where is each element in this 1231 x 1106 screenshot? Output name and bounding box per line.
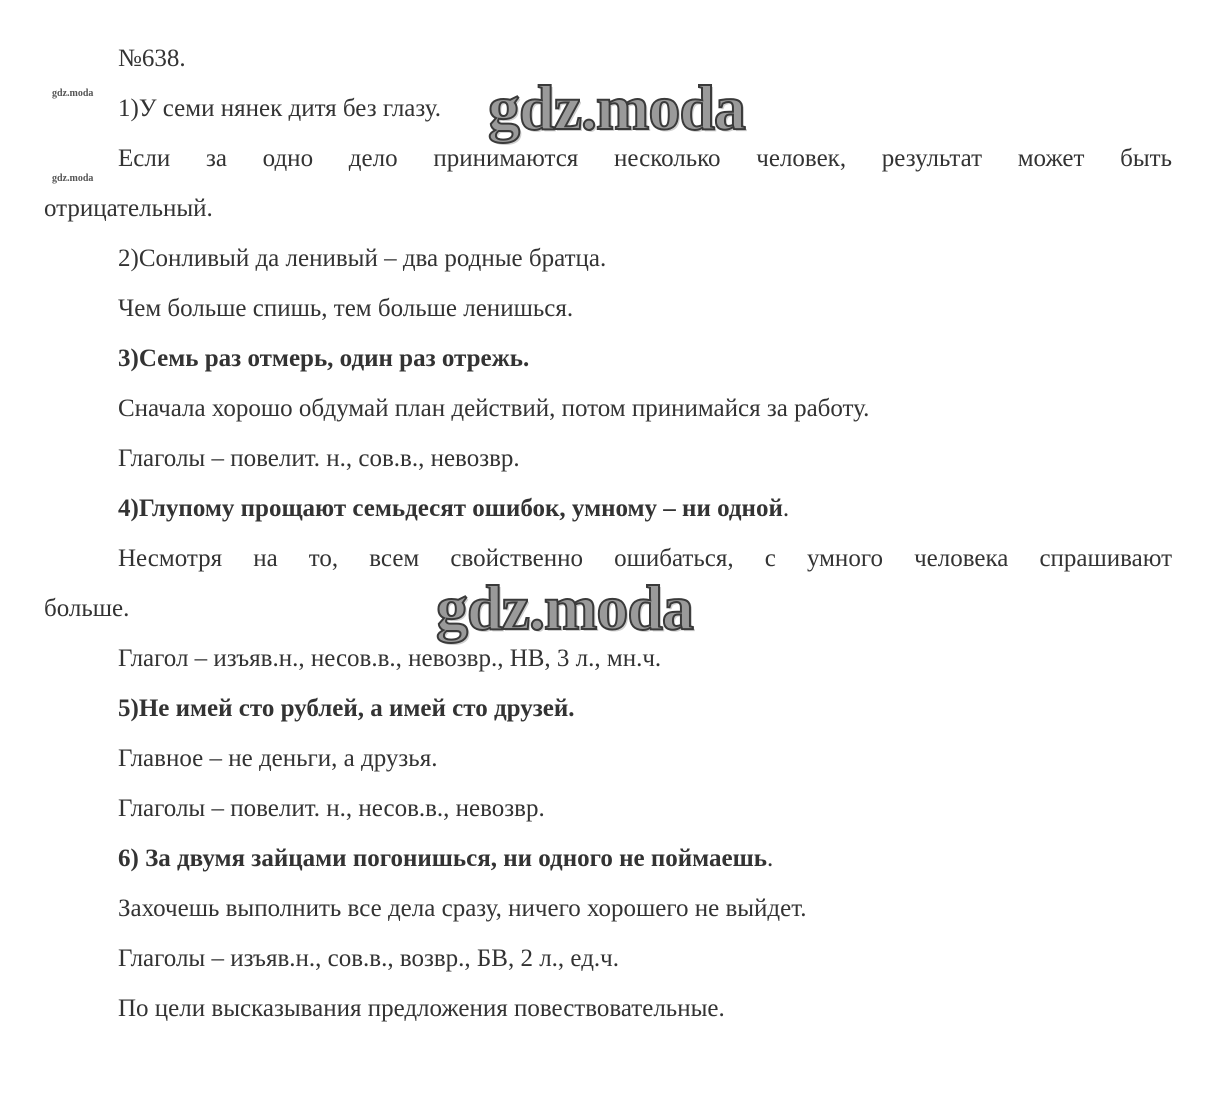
meaning-5: Главное – не деньги, а друзья. xyxy=(118,745,438,772)
watermark-small: gdz.moda xyxy=(52,173,94,184)
task-number: №638. xyxy=(118,45,186,72)
proverb-1: 1)У семи нянек дитя без глазу. xyxy=(118,95,441,122)
grammar-6: Глаголы – изъяв.н., сов.в., возвр., БВ, 2 л., ед.ч. xyxy=(118,945,619,972)
grammar-3: Глаголы – повелит. н., сов.в., невозвр. xyxy=(118,445,520,472)
meaning-3: Сначала хорошо обдумай план действий, потом принимайся за работу. xyxy=(118,395,870,422)
proverb-5: 5)Не имей сто рублей, а имей сто друзей. xyxy=(118,695,575,722)
proverb-6: 6) За двумя зайцами погонишься, ни одного не поймаешь xyxy=(118,845,767,872)
proverb-3: 3)Семь раз отмерь, один раз отрежь. xyxy=(118,345,530,372)
proverb-4-end: . xyxy=(782,495,790,522)
proverb-4: 4)Глупому прощают семьдесят ошибок, умному – ни одной xyxy=(118,495,783,522)
watermark-large: gdz.moda xyxy=(488,72,745,143)
proverb-6-line xyxy=(118,844,773,874)
meaning-4-line2: больше. xyxy=(44,595,130,622)
proverb-2: 2)Сонливый да ленивый – два родные братца. xyxy=(118,245,607,272)
grammar-5: Глаголы – повелит. н., несов.в., невозвр. xyxy=(118,795,545,822)
meaning-1-line2: отрицательный. xyxy=(44,195,213,222)
meaning-6: Захочешь выполнить все дела сразу, ничего хорошего не выйдет. xyxy=(118,895,807,922)
watermark-small: gdz.moda xyxy=(52,88,94,99)
meaning-4-line1: Несмотря на то, всем свойственно ошибаться, с умного человека спрашивают xyxy=(118,545,1172,572)
meaning-2: Чем больше спишь, тем больше ленишься. xyxy=(118,295,574,322)
watermark-large: gdz.moda xyxy=(436,572,693,643)
meaning-1-line1: Если за одно дело принимаются несколько человек, результат может быть xyxy=(118,145,1172,172)
conclusion: По цели высказывания предложения повествовательные. xyxy=(118,995,725,1022)
proverb-6-end: . xyxy=(766,845,774,872)
proverb-4-line xyxy=(118,494,789,524)
grammar-4: Глагол – изъяв.н., несов.в., невозвр., НВ, 3 л., мн.ч. xyxy=(118,645,662,672)
